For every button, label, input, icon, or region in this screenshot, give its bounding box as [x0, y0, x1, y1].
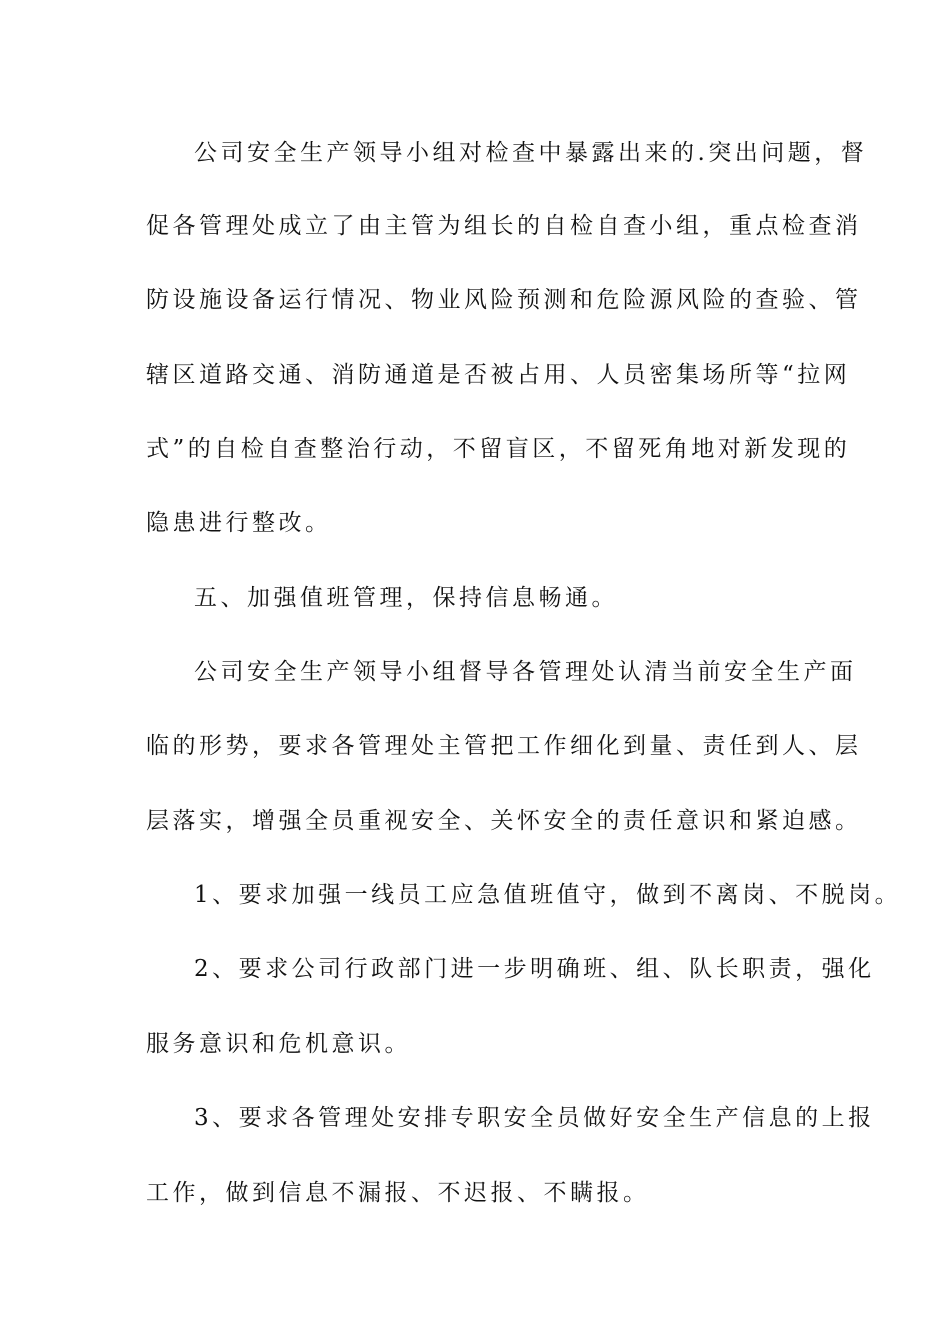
paragraph-2-line-3: 层落实，增强全员重视安全、关怀安全的责任意识和紧迫感。: [146, 808, 862, 834]
section-heading-5: 五、加强值班管理，保持信息畅通。: [194, 585, 618, 611]
item-2-line-1: 2、要求公司行政部门进一步明确班、组、队长职责，强化: [194, 956, 875, 982]
paragraph-1-line-6: 隐患进行整改。: [146, 510, 332, 536]
paragraph-1-line-1: 公司安全生产领导小组对检查中暴露出来的.突出问题，督: [194, 140, 868, 166]
item-1: 1、要求加强一线员工应急值班值守，做到不离岗、不脱岗。: [194, 882, 902, 908]
item-3-line-1: 3、要求各管理处安排专职安全员做好安全生产信息的上报: [194, 1105, 875, 1131]
paragraph-1-line-3: 防设施设备运行情况、物业风险预测和危险源风险的查验、管: [146, 287, 862, 313]
paragraph-1-line-4: 辖区道路交通、消防通道是否被占用、人员密集场所等“拉网: [146, 362, 851, 388]
item-2-line-2: 服务意识和危机意识。: [146, 1031, 411, 1057]
paragraph-2-line-1: 公司安全生产领导小组督导各管理处认清当前安全生产面: [194, 659, 857, 685]
paragraph-1-line-2: 促各管理处成立了由主管为组长的自检自查小组，重点检查消: [146, 213, 862, 239]
paragraph-2-line-2: 临的形势，要求各管理处主管把工作细化到量、责任到人、层: [146, 733, 862, 759]
paragraph-1-line-5: 式”的自检自查整治行动，不留盲区，不留死角地对新发现的: [146, 436, 851, 462]
item-3-line-2: 工作，做到信息不漏报、不迟报、不瞒报。: [146, 1180, 650, 1206]
